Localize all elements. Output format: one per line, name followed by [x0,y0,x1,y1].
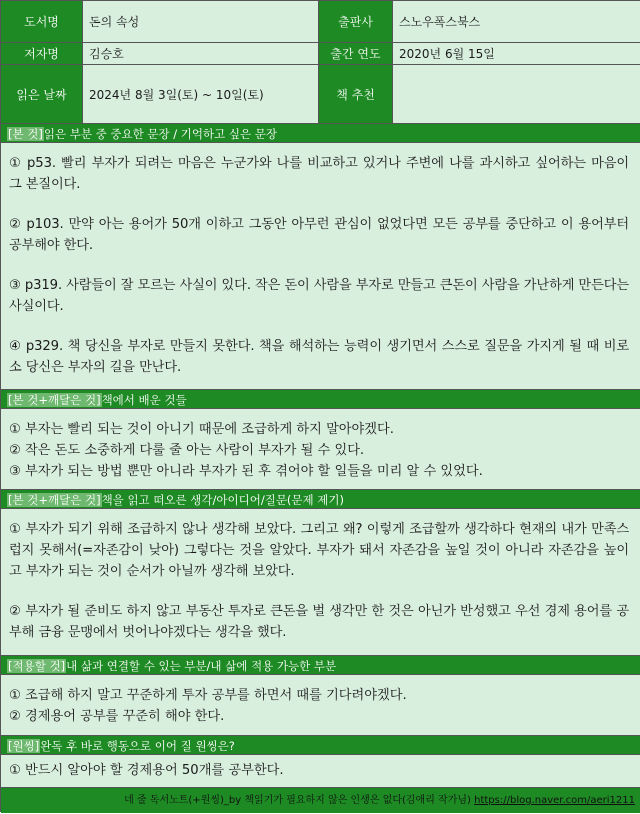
section-4-item-1: ① 조급해 하지 말고 꾸준하게 투자 공부를 하면서 때를 기다려야겠다. [9,688,407,703]
section-1-item-1: ① p53. 빨리 부자가 되려는 마음은 누군가와 나를 비교하고 있거나 주변에 나를 과시하고 싶어하는 마음이 그 본질이다. [9,156,629,192]
section-2-item-1: ① 부자는 빨리 되는 것이 아니기 때문에 조급하게 하지 말아야겠다. [9,422,394,437]
section-1-item-4: ④ p329. 책 당신을 부자로 만들지 못한다. 책을 해석하는 능력이 생기면서 스스로 질문을 가지게 될 때 비로소 당신은 부자의 길을 만난다. [9,339,629,375]
section-3-body [1,509,640,655]
book-info-table [1,1,640,123]
author-value: 김승호 [83,43,319,64]
section-2-title: 책에서 배운 것들 [101,393,187,407]
section-3-header [1,489,640,509]
section-1-item-2: ② p103. 만약 아는 용어가 50개 이하고 그동안 아무런 관심이 없었다면 모든 공부를 중단하고 이 용어부터 공부해야 한다. [9,217,629,253]
publisher-value: 스노우폭스북스 [393,1,640,42]
section-4-body [1,675,640,735]
section-5-item-1: ① 반드시 알아야 할 경제용어 50개를 공부한다. [9,763,284,778]
pubdate-value: 2020년 6월 15일 [393,43,640,64]
section-5-title: 완독 후 바로 행동으로 이어 질 원씽은? [40,739,235,753]
section-3-tag: [본 것+깨달은 것] [8,493,101,507]
info-row-readdate [1,65,640,123]
author-label: 저자명 [1,43,83,64]
section-3-title: 책을 읽고 떠오른 생각/아이디어/질문(문제 제기) [101,493,344,507]
section-1-header [1,123,640,143]
section-2-item-2: ② 작은 돈도 소중하게 다룰 줄 아는 사람이 부자가 될 수 있다. [9,443,365,458]
section-4-header [1,655,640,675]
section-3-item-1: ① 부자가 되기 위해 조급하지 않나 생각해 보았다. 그리고 왜? 이렇게 조급할까 생각하다 현재의 내가 만족스럽지 못해서(=자존감이 낮아) 그렇다는 것을 알았다. 부자가 돼서 자존감을 높일 것이 아니라 자존감을 높이고 부자가 되는 것이 순서가 아닐까 생각해 보았다. [9,522,629,579]
info-row-title [1,1,640,43]
info-row-author [1,43,640,65]
publisher-label: 출판사 [319,1,393,42]
section-2-tag: [본 것+깨달은 것] [8,393,101,407]
section-3-item-2: ② 부자가 될 준비도 하지 않고 부동산 투자로 큰돈을 벌 생각만 한 것은 아닌가 반성했고 우선 경제 용어를 공부해 금융 문맹에서 벗어나야겠다는 생각을 했다. [9,604,629,640]
recommend-value [393,65,640,123]
section-4-title: 내 삶과 연결할 수 있는 부분/내 삶에 적용 가능한 부분 [66,659,337,673]
section-2-item-3: ③ 부자가 되는 방법 뿐만 아니라 부자가 된 후 겪어야 할 일들을 미리 알 수 있었다. [9,464,483,479]
section-1-item-3: ③ p319. 사람들이 잘 모르는 사실이 있다. 작은 돈이 사람을 부자로 만들고 큰돈이 사람을 가난하게 만든다는 사실이다. [9,278,629,314]
recommend-label: 책 추천 [319,65,393,123]
section-1-body [1,143,640,389]
section-2-header [1,389,640,409]
footer [1,787,640,813]
section-4-item-2: ② 경제용어 공부를 꾸준히 해야 한다. [9,709,225,724]
section-4-tag: [적용할 것] [8,659,66,673]
footer-text: 네 줄 독서노트(+원씽)_by 책읽기가 필요하지 않은 인생은 없다(김애리 작가님) [124,795,471,806]
section-5-body [1,755,640,787]
readdate-value: 2024년 8월 3일(토) ~ 10일(토) [83,65,319,123]
section-5-header [1,735,640,755]
footer-link[interactable]: https://blog.naver.com/aeri1211 [474,795,635,806]
readdate-label: 읽은 날짜 [1,65,83,123]
title-value: 돈의 속성 [83,1,319,42]
title-label: 도서명 [1,1,83,42]
section-5-tag: [원씽] [8,739,40,753]
section-1-tag: [본 것] [8,127,43,141]
section-2-body [1,409,640,489]
pubdate-label: 출간 연도 [319,43,393,64]
section-1-title: 읽은 부분 중 중요한 문장 / 기억하고 싶은 문장 [43,127,277,141]
